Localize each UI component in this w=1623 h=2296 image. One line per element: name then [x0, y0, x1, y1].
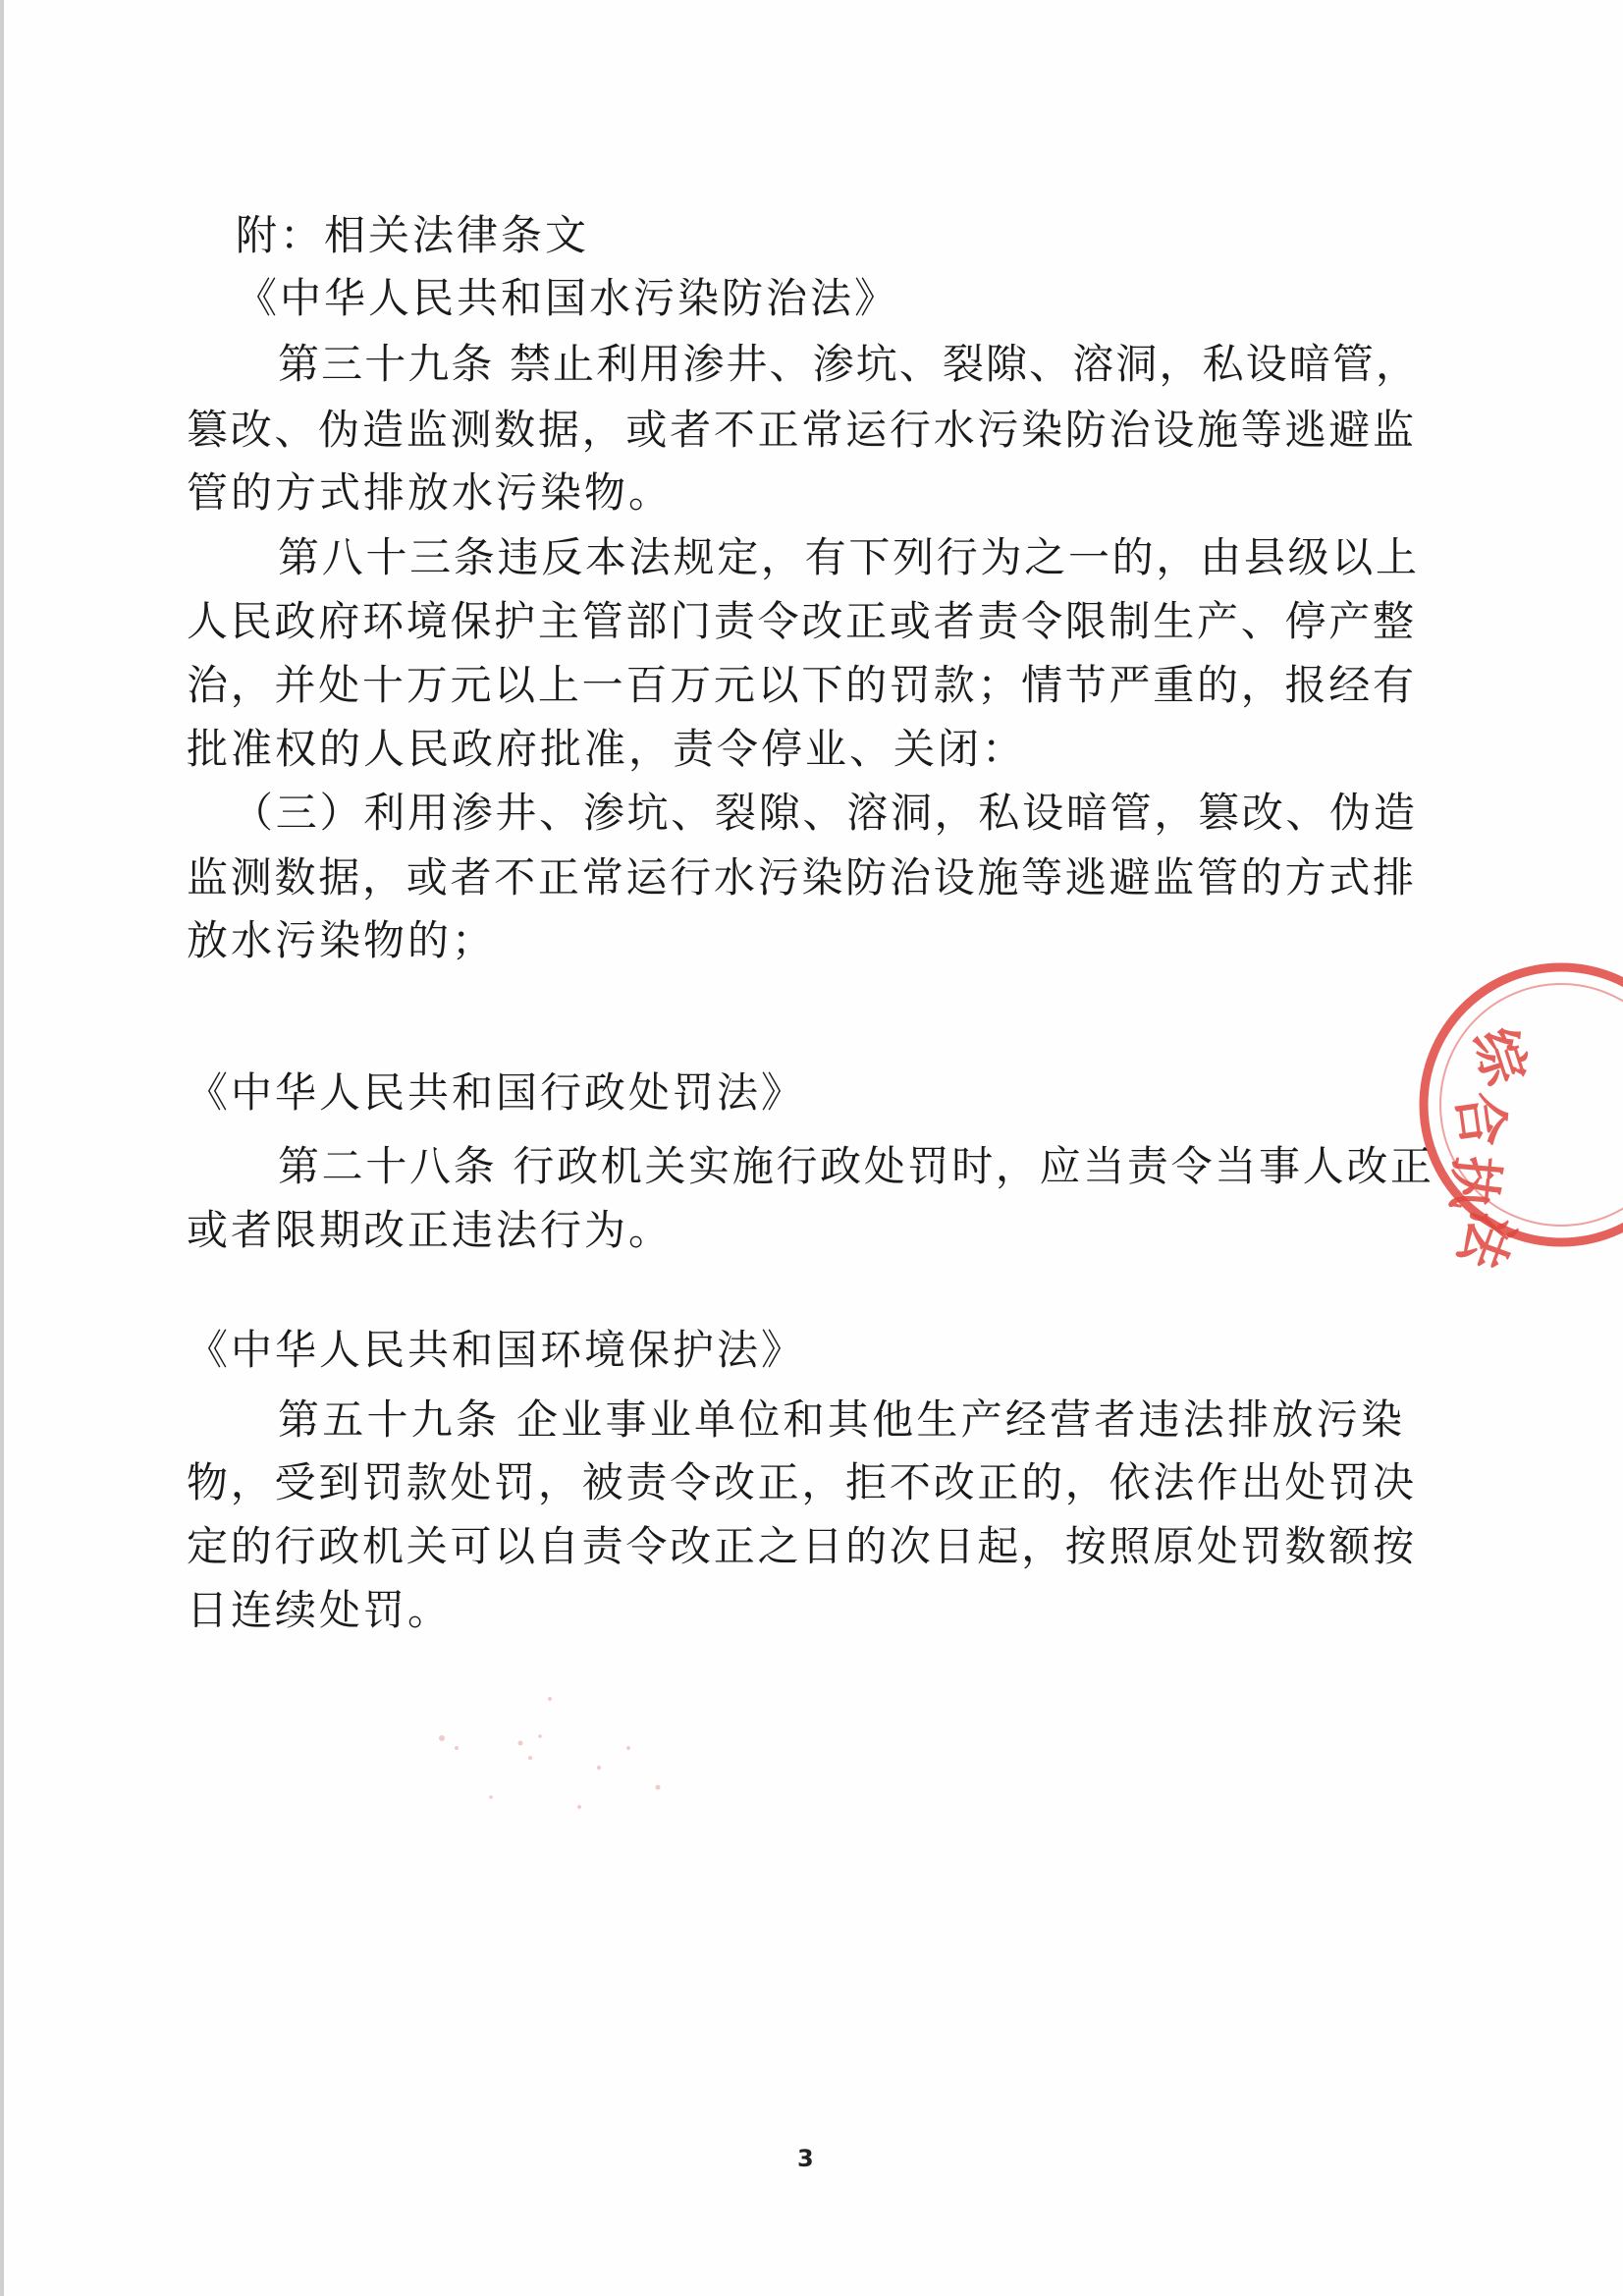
article-83-line-2: 人民政府环境保护主管部门责令改正或者责令限制生产、停产整 — [187, 597, 1414, 645]
item-3-line-3: 放水污染物的； — [187, 916, 497, 964]
item-3-line-1: （三）利用渗井、渗坑、裂隙、溶洞，私设暗管，篡改、伪造 — [232, 789, 1415, 837]
article-39-line-3: 管的方式排放水污染物。 — [187, 468, 674, 517]
seal-char-4: 法 — [1445, 1203, 1525, 1278]
article-83-line-3: 治，并处十万元以上一百万元以下的罚款；情节严重的，报经有 — [187, 661, 1414, 709]
article-39-line-2: 篡改、伪造监测数据，或者不正常运行水污染防治设施等逃避监 — [187, 406, 1414, 454]
law-title-administrative-penalty: 《中华人民共和国行政处罚法》 — [187, 1068, 806, 1117]
page-number: 3 — [797, 2145, 814, 2172]
seal-char-3: 执 — [1439, 1152, 1508, 1214]
article-59-line-2: 物，受到罚款处罚，被责令改正，拒不改正的，依法作出处罚决 — [187, 1458, 1414, 1506]
item-3-line-2: 监测数据，或者不正常运行水污染防治设施等逃避监管的方式排 — [187, 853, 1414, 902]
article-59-line-4: 日连续处罚。 — [187, 1586, 453, 1634]
law-title-water-pollution: 《中华人民共和国水污染防治法》 — [236, 274, 899, 322]
law-title-environmental-protection: 《中华人民共和国环境保护法》 — [187, 1326, 806, 1374]
appendix-heading: 附：相关法律条文 — [236, 211, 590, 259]
article-28-line-1: 第二十八条 行政机关实施行政处罚时，应当责令当事人改正 — [278, 1142, 1432, 1190]
article-59-line-3: 定的行政机关可以自责令改正之日的次日起，按照原处罚数额按 — [187, 1522, 1414, 1570]
bleed-through-marks — [403, 1689, 717, 1827]
article-83-line-4: 批准权的人民政府批准，责令停业、关闭： — [187, 725, 1027, 773]
article-59-line-1: 第五十九条 企业事业单位和其他生产经营者违法排放污染 — [278, 1395, 1402, 1444]
scan-edge — [0, 0, 4, 2296]
official-seal — [1414, 957, 1623, 1278]
seal-char-2: 合 — [1444, 1087, 1516, 1152]
seal-char-1: 综 — [1459, 1020, 1538, 1093]
article-39-line-1: 第三十九条 禁止利用渗井、渗坑、裂隙、溶洞，私设暗管， — [278, 340, 1417, 388]
article-83-line-1: 第八十三条违反本法规定，有下列行为之一的，由县级以上 — [278, 533, 1417, 581]
article-28-line-2: 或者限期改正违法行为。 — [187, 1206, 674, 1254]
